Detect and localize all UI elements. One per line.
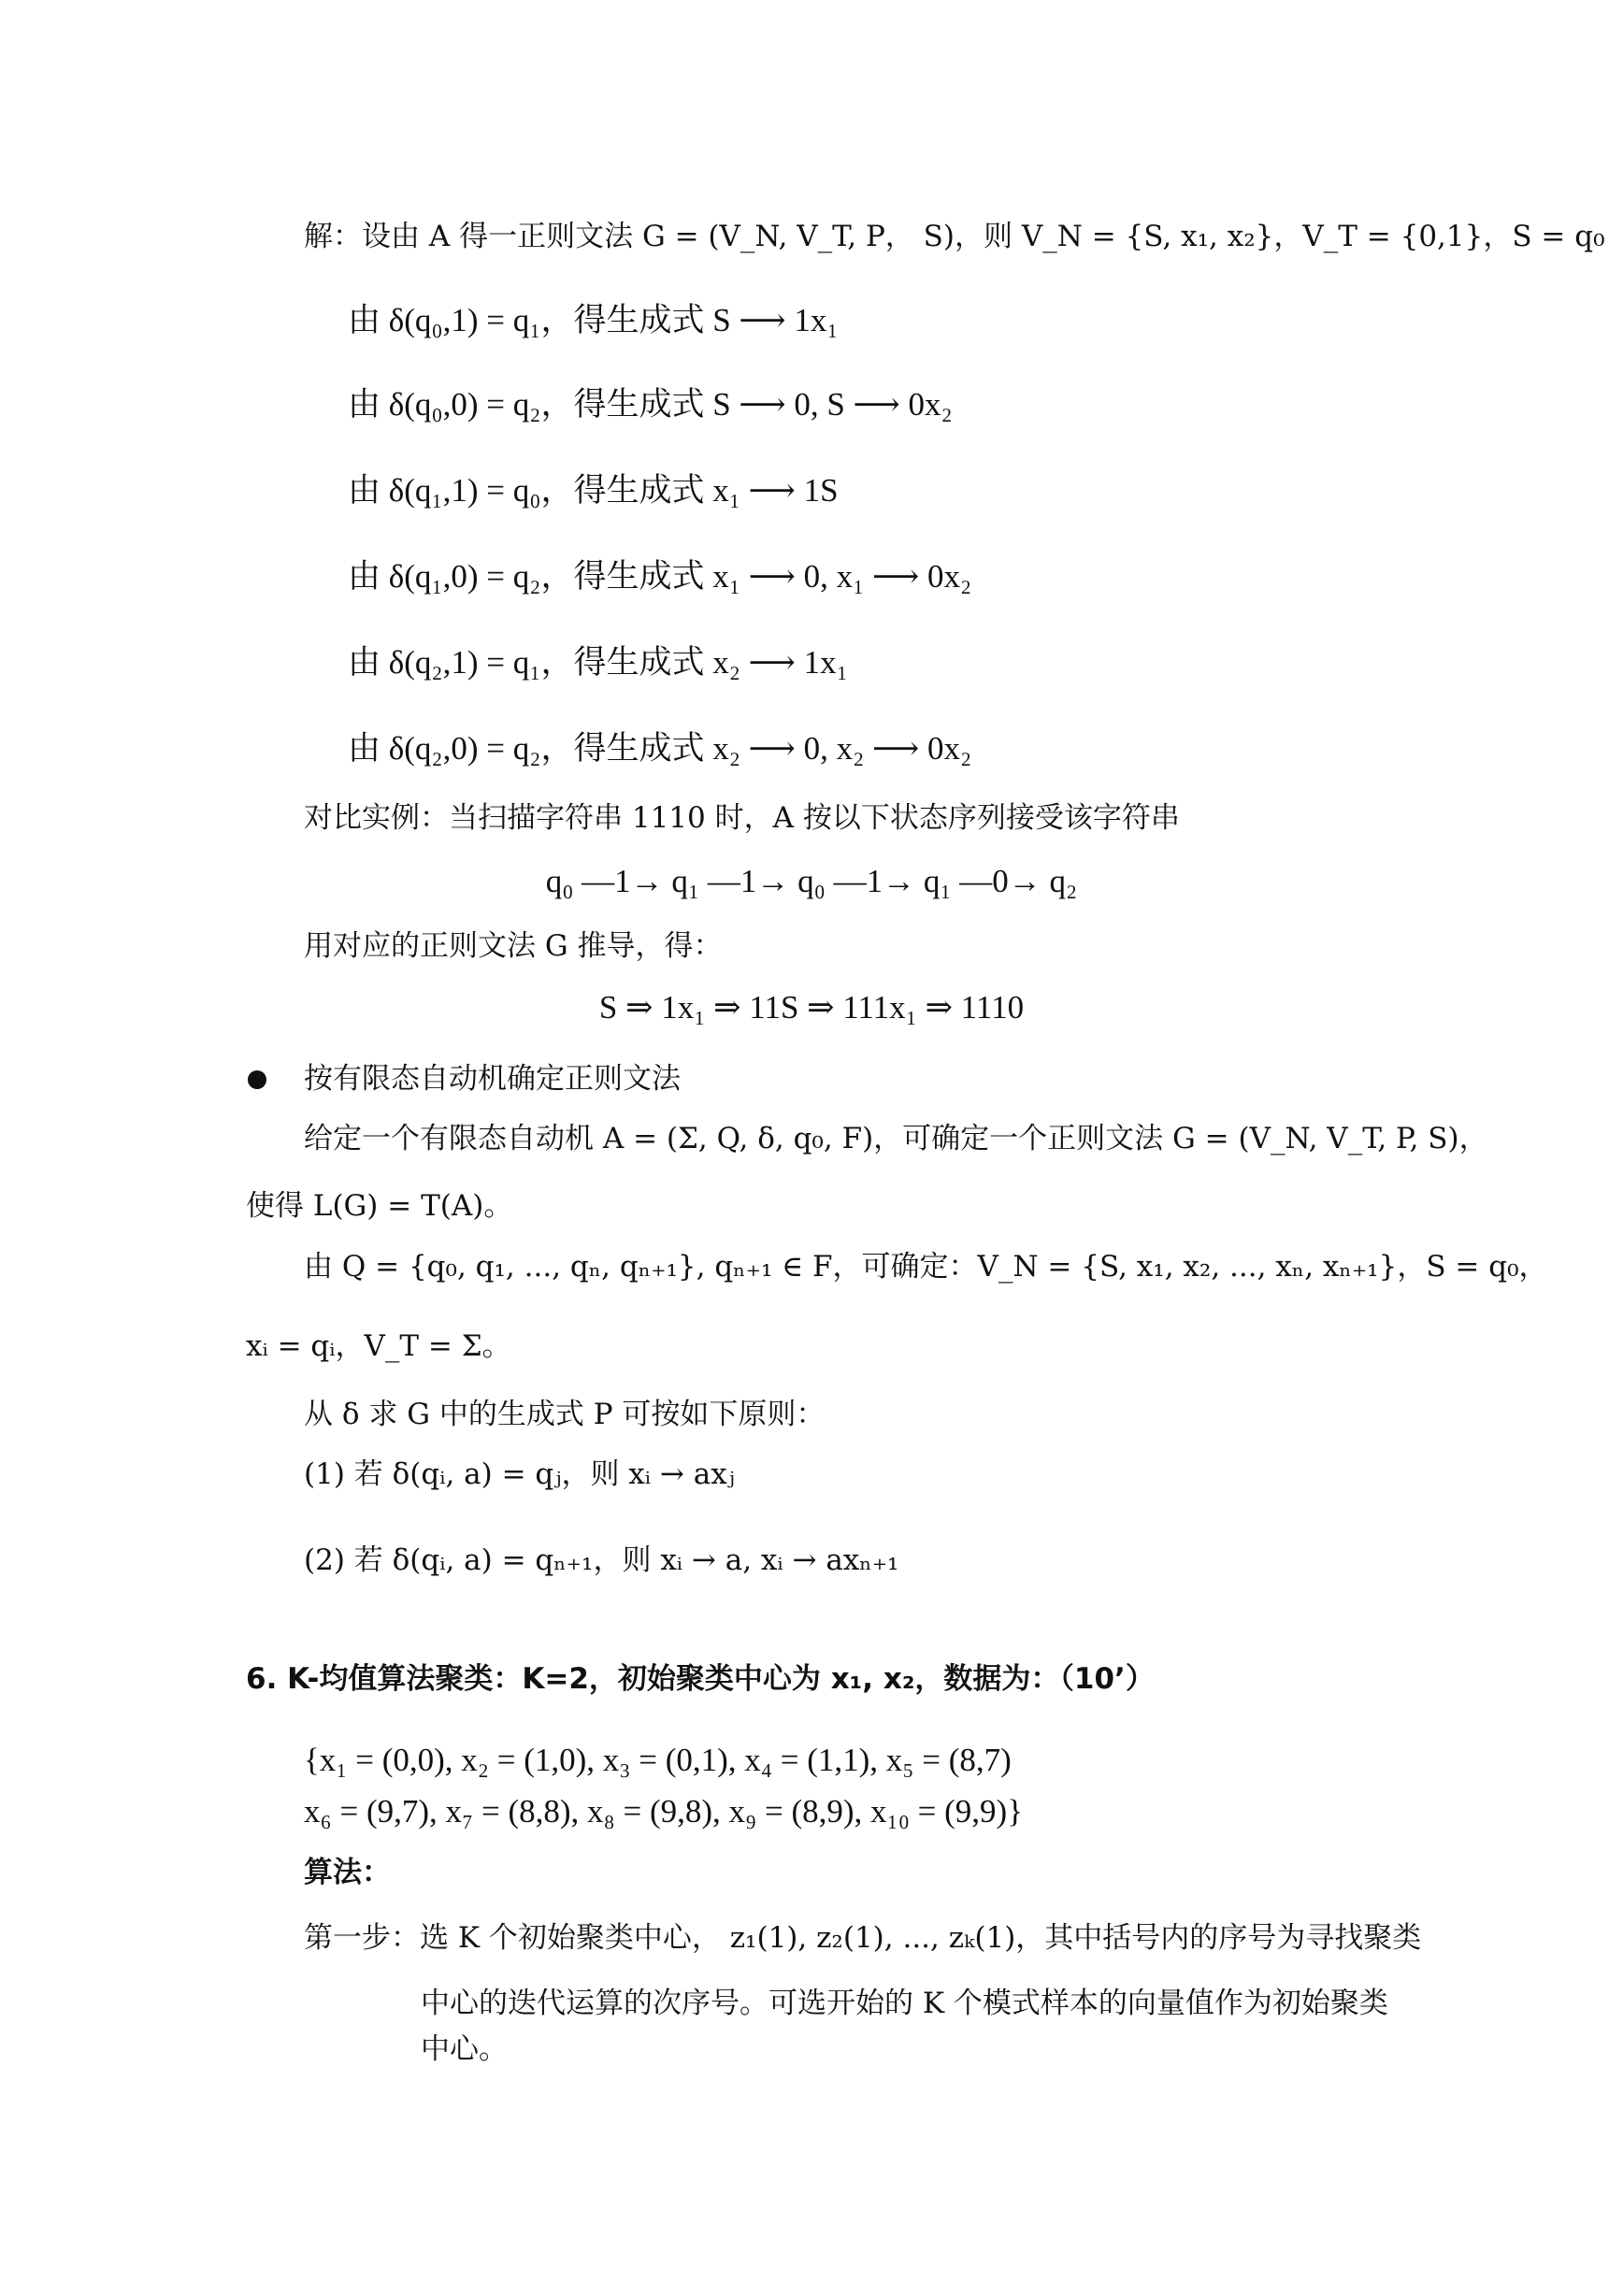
question-6-heading: 6. K-均值算法聚类：K=2，初始聚类中心为 x₁, x₂，数据为：（10’） bbox=[246, 1662, 1155, 1696]
rule-intro: 从 δ 求 G 中的生成式 P 可按如下原则： bbox=[304, 1398, 826, 1431]
production-3: 由 δ(q₁,1) = q₀，得生成式 x₁ ⟶ 1S bbox=[348, 472, 839, 509]
step-1-continuation-2: 中心。 bbox=[421, 2032, 508, 2066]
production-5: 由 δ(q₂,1) = q₁，得生成式 x₂ ⟶ 1x₁ bbox=[348, 644, 848, 681]
derive-label: 用对应的正则文法 G 推导，得： bbox=[304, 929, 723, 963]
from-q-continuation: xᵢ = qᵢ，V_T = Σ。 bbox=[246, 1329, 511, 1363]
rule-1: (1) 若 δ(qᵢ, a) = qⱼ，则 xᵢ → axⱼ bbox=[304, 1457, 735, 1491]
data-line-2: x₆ = (9,7), x₇ = (8,8), x₈ = (9,8), x₉ = (8,9), x₁₀ = (9,9)} bbox=[304, 1793, 1024, 1830]
bullet-dot-icon bbox=[248, 1070, 266, 1089]
given-continuation: 使得 L(G) = T(A)。 bbox=[246, 1189, 513, 1223]
step-1-continuation: 中心的迭代运算的次序号。可选开始的 K 个模式样本的向量值作为初始聚类 bbox=[421, 1987, 1388, 2020]
production-2: 由 δ(q₀,0) = q₂，得生成式 S ⟶ 0, S ⟶ 0x₂ bbox=[348, 386, 953, 423]
production-6: 由 δ(q₂,0) = q₂，得生成式 x₂ ⟶ 0, x₂ ⟶ 0x₂ bbox=[348, 730, 972, 767]
step-1: 第一步：选 K 个初始聚类中心， z₁(1), z₂(1), ..., zₖ(1)，其中括号内的序号为寻找聚类 bbox=[304, 1921, 1422, 1955]
from-q-text: 由 Q = {q₀, q₁, ..., qₙ, qₙ₊₁}, qₙ₊₁ ∈ F，可确定：V_N = {S, x₁, x₂, ..., xₙ, xₙ₊₁}，S = q₀， bbox=[304, 1250, 1548, 1284]
compare-text: 对比实例：当扫描字符串 1110 时，A 按以下状态序列接受该字符串 bbox=[304, 801, 1180, 835]
derivation: S ⇒ 1x₁ ⇒ 11S ⇒ 111x₁ ⇒ 1110 bbox=[598, 989, 1025, 1026]
production-1: 由 δ(q₀,1) = q₁，得生成式 S ⟶ 1x₁ bbox=[348, 302, 839, 338]
state-sequence: q₀ —1→ q₁ —1→ q₀ —1→ q₁ —0→ q₂ bbox=[545, 863, 1078, 899]
solution-intro: 解：设由 A 得一正则文法 G = (V_N, V_T, P， S)，则 V_N = {S, x₁, x₂}，V_T = {0,1}，S = q₀ bbox=[304, 220, 1605, 253]
data-line-1: {x₁ = (0,0), x₂ = (1,0), x₃ = (0,1), x₄ = (1,1), x₅ = (8,7) bbox=[304, 1742, 1012, 1778]
bullet-title: 按有限态自动机确定正则文法 bbox=[304, 1062, 681, 1096]
rule-2: (2) 若 δ(qᵢ, a) = qₙ₊₁，则 xᵢ → a, xᵢ → axₙ₊₁ bbox=[304, 1543, 899, 1577]
production-4: 由 δ(q₁,0) = q₂，得生成式 x₁ ⟶ 0, x₁ ⟶ 0x₂ bbox=[348, 558, 972, 595]
given-text: 给定一个有限态自动机 A = (Σ, Q, δ, q₀, F)，可确定一个正则文法 G = (V_N, V_T, P, S)， bbox=[304, 1122, 1488, 1155]
algorithm-label: 算法： bbox=[304, 1856, 391, 1889]
